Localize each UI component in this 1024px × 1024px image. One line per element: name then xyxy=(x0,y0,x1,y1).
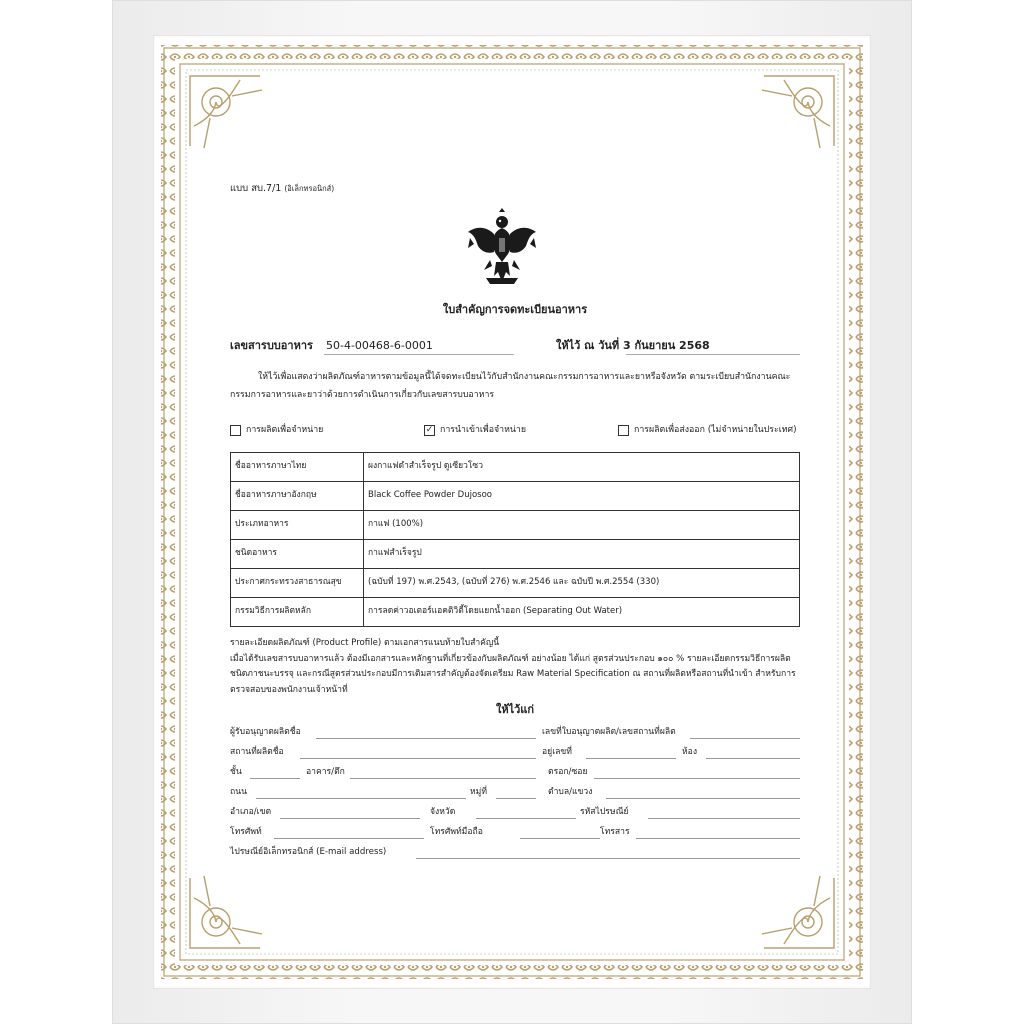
field-subdistrict-line xyxy=(606,798,800,799)
corner-ornament-br xyxy=(762,876,834,948)
field-email-line xyxy=(416,858,800,859)
field-fax-line xyxy=(636,838,800,839)
field-mobile-line xyxy=(520,838,600,839)
field-road-label: ถนน xyxy=(230,787,247,797)
field-subdistrict-label: ตำบล/แขวง xyxy=(548,787,593,797)
issued-to-heading: ให้ไว้แก่ xyxy=(495,703,535,716)
field-licensee-label: ผู้รับอนุญาตผลิตชื่อ xyxy=(230,727,301,737)
purpose-label: การผลิตเพื่อจำหน่าย xyxy=(246,425,324,435)
detail-value: (ฉบับที่ 197) พ.ศ.2543, (ฉบับที่ 276) พ.ศ.2546 และ ฉบับปี พ.ศ.2554 (330) xyxy=(364,569,800,598)
detail-key: กรรมวิธีการผลิตหลัก xyxy=(231,598,364,627)
field-moo-line xyxy=(496,798,536,799)
field-phone-line xyxy=(274,838,424,839)
corner-ornament-tr xyxy=(762,76,834,148)
detail-key: ชนิดอาหาร xyxy=(231,540,364,569)
field-email-label: ไปรษณีย์อิเล็กทรอนิกส์ (E-mail address) xyxy=(230,847,387,857)
detail-value: ผงกาแฟดำสำเร็จรูป ดูเซียวโซว xyxy=(364,453,800,482)
field-alley-label: ตรอก/ซอย xyxy=(548,767,588,777)
checkbox-checked-icon: ✓ xyxy=(425,424,434,435)
field-license-no-line xyxy=(690,738,800,739)
field-licensee-line xyxy=(316,738,536,739)
table-row xyxy=(231,482,800,511)
registration-row xyxy=(230,338,800,356)
detail-key: ชื่ออาหารภาษาไทย xyxy=(231,453,364,482)
field-road-line xyxy=(256,798,466,799)
registration-label: เลขสารบบอาหาร xyxy=(230,339,313,352)
profile-line-1: รายละเอียดผลิตภัณฑ์ (Product Profile) ตามเอกสารแนบท้ายใบสำคัญนี้ xyxy=(230,638,500,648)
checkbox-unchecked-icon xyxy=(618,425,629,436)
field-province-line xyxy=(476,818,576,819)
form-code xyxy=(230,182,334,195)
field-floor-line xyxy=(250,778,300,779)
field-address-no-label: อยู่เลขที่ xyxy=(542,747,572,757)
form-code-note: (อิเล็กทรอนิกส์) xyxy=(284,184,335,193)
field-alley-line xyxy=(594,778,800,779)
registration-number: 50-4-00468-6-0001 xyxy=(326,339,433,352)
purpose-manufacture xyxy=(230,424,323,436)
table-row xyxy=(231,511,800,540)
purpose-label: การผลิตเพื่อส่งออก (ไม่จำหน่ายในประเทศ) xyxy=(634,425,797,435)
field-building-line xyxy=(350,778,536,779)
checkbox-unchecked-icon xyxy=(230,425,241,436)
garuda-emblem-icon xyxy=(466,208,538,286)
table-row xyxy=(231,453,800,482)
field-license-no-label: เลขที่ใบอนุญาตผลิต/เลขสถานที่ผลิต xyxy=(542,727,676,737)
field-fax-label: โทรสาร xyxy=(600,827,630,837)
purpose-label: การนำเข้าเพื่อจำหน่าย xyxy=(440,425,526,435)
intro-paragraph: ให้ไว้เพื่อแสดงว่าผลิตภัณฑ์อาหารตามข้อมูลนี้ได้จดทะเบียนไว้กับสำนักงานคณะกรรมการอาหารและยาหรือจังหวัด ตามระเบียบสำนักงานคณะกรรมการอาหารและยาว่าด้วยการดำเนินการเกี่ยวกับเลขสารบบอาหาร xyxy=(230,372,791,400)
food-details-table xyxy=(230,452,800,627)
field-building-label: อาคาร/ตึก xyxy=(306,767,345,777)
corner-ornament-tl xyxy=(190,76,262,148)
product-profile-note xyxy=(230,636,800,698)
field-floor-label: ชั้น xyxy=(230,767,242,777)
detail-key: ประกาศกระทรวงสาธารณสุข xyxy=(231,569,364,598)
field-district-line xyxy=(280,818,420,819)
registration-underline xyxy=(324,354,514,355)
field-phone-label: โทรศัพท์ xyxy=(230,827,262,837)
detail-value: การลดค่าวอเตอร์แอคติวิตี้โดยแยกน้ำออก (Separating Out Water) xyxy=(364,598,800,627)
field-site-name-line xyxy=(300,758,536,759)
corner-ornament-bl xyxy=(190,876,262,948)
purpose-checkboxes xyxy=(230,424,800,440)
detail-value: กาแฟสำเร็จรูป xyxy=(364,540,800,569)
table-row xyxy=(231,540,800,569)
field-site-name-label: สถานที่ผลิตชื่อ xyxy=(230,747,284,757)
issue-date: ให้ไว้ ณ วันที่ 3 กันยายน 2568 xyxy=(556,339,710,352)
detail-value: Black Coffee Powder Dujosoo xyxy=(364,482,800,511)
form-code-text: แบบ สบ.7/1 xyxy=(230,183,282,194)
issue-date-underline xyxy=(626,354,800,355)
field-room-line xyxy=(706,758,800,759)
detail-key: ประเภทอาหาร xyxy=(231,511,364,540)
detail-key: ชื่ออาหารภาษาอังกฤษ xyxy=(231,482,364,511)
field-address-no-line xyxy=(586,758,676,759)
field-province-label: จังหวัด xyxy=(430,807,456,817)
certificate-title: ใบสำคัญการจดทะเบียนอาหาร xyxy=(442,303,588,316)
table-row xyxy=(231,569,800,598)
field-moo-label: หมู่ที่ xyxy=(470,787,487,797)
certificate-paper xyxy=(154,36,870,988)
field-district-label: อำเภอ/เขต xyxy=(230,807,272,817)
field-postcode-line xyxy=(648,818,800,819)
field-postcode-label: รหัสไปรษณีย์ xyxy=(580,807,629,817)
detail-value: กาแฟ (100%) xyxy=(364,511,800,540)
profile-line-2: เมื่อได้รับเลขสารบบอาหารแล้ว ต้องมีเอกสารและหลักฐานที่เกี่ยวข้องกับผลิตภัณฑ์ อย่างน้อย ได้แก่ สูตรส่วนประกอบ ๑๐๐ % รายละเอียดกรรมวิธีการผลิต ชนิดภาชนะบรรจุ และกรณีสูตรส่วนประกอบมีการเติมสารสำคัญต้องจัดเตรียม Raw Material Specification ณ สถานที่ผลิตหรือสถานที่นำเข้า สำหรับการตรวจสอบของพนักงานเจ้าหน้าที่ xyxy=(230,653,796,695)
purpose-export xyxy=(618,424,797,436)
picture-frame xyxy=(112,0,912,1024)
table-row xyxy=(231,598,800,627)
field-room-label: ห้อง xyxy=(682,747,698,757)
purpose-import xyxy=(424,424,526,436)
field-mobile-label: โทรศัพท์มือถือ xyxy=(430,827,483,837)
